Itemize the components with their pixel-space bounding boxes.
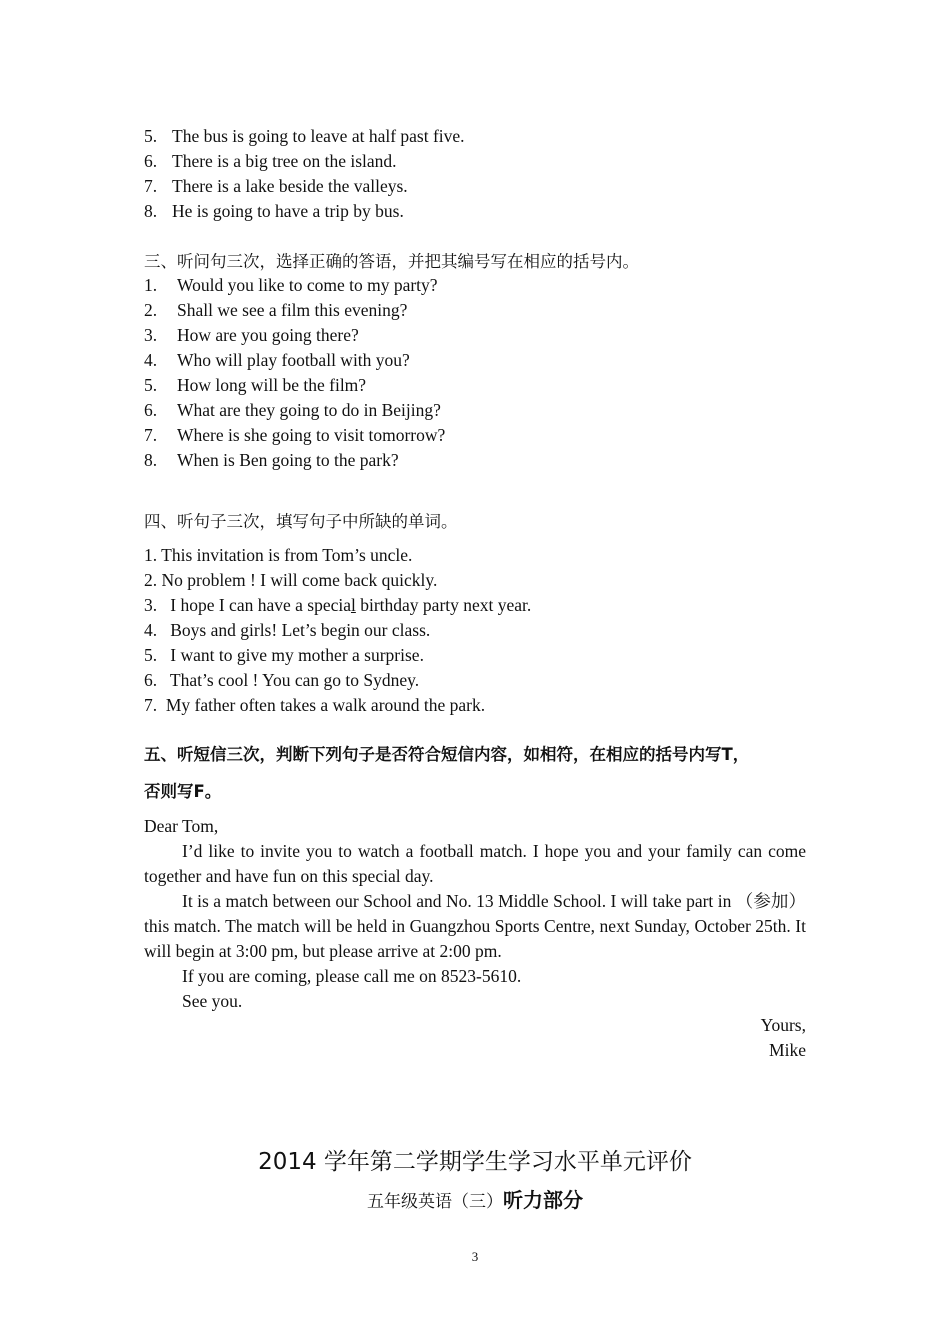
- letter-paragraph-2: It is a match between our School and No. 13 Middle School. I will take part in （参加）this match. The match will be held in Guangzhou Sports Centre, next Sunday, October 25th. It will begin at 3:00 pm, but please arrive at 2:00 pm.: [144, 891, 806, 961]
- s3-item-4: 4. Who will play football with you?: [144, 350, 410, 370]
- s4-item-3: 3. I hope I can have a special birthday party next year.: [144, 595, 532, 615]
- s3-item-7: 7. Where is she going to visit tomorrow?: [144, 425, 446, 445]
- page-subtitle: 五年级英语（三）听力部分: [367, 1188, 583, 1212]
- s4-item-2: 2. No problem ! I will come back quickly.: [144, 570, 438, 590]
- page-number: 3: [471, 1249, 479, 1264]
- s4-item-1: 1. This invitation is from Tom’s uncle.: [144, 545, 413, 565]
- s2-item-7: 7. There is a lake beside the valleys.: [144, 176, 408, 196]
- letter-paragraph-1: I’d like to invite you to watch a football match. I hope you and your family can come together and have fun on this special day.: [144, 841, 806, 886]
- letter-closing: Yours,: [760, 1015, 806, 1035]
- section4-heading: 四、听句子三次，填写句子中所缺的单词。: [144, 512, 458, 531]
- section5-heading-line2: 否则写F。: [144, 782, 222, 801]
- s2-item-6: 6. There is a big tree on the island.: [144, 151, 397, 171]
- page-title: 2014 学年第二学期学生学习水平单元评价: [258, 1149, 692, 1175]
- section3-heading: 三、听问句三次，选择正确的答语，并把其编号写在相应的括号内。: [144, 252, 639, 271]
- section5-heading-line1: 五、听短信三次，判断下列句子是否符合短信内容，如相符，在相应的括号内写T，: [144, 745, 750, 764]
- letter-paragraph-3: If you are coming, please call me on 8523-5610.: [182, 966, 522, 986]
- s4-item-5: 5. I want to give my mother a surprise.: [144, 645, 424, 665]
- s3-item-6: 6. What are they going to do in Beijing?: [144, 400, 441, 420]
- s4-item-7: 7. My father often takes a walk around the park.: [144, 695, 486, 715]
- letter-paragraph-4: See you.: [182, 991, 243, 1011]
- s2-item-8: 8. He is going to have a trip by bus.: [144, 201, 404, 221]
- s3-item-5: 5. How long will be the film?: [144, 375, 367, 395]
- s3-item-2: 2. Shall we see a film this evening?: [144, 300, 408, 320]
- s3-item-1: 1. Would you like to come to my party?: [144, 275, 438, 295]
- letter-greeting: Dear Tom,: [144, 816, 219, 836]
- s3-item-3: 3. How are you going there?: [144, 325, 359, 345]
- s2-item-5: 5. The bus is going to leave at half past five.: [144, 126, 465, 146]
- s3-item-8: 8. When is Ben going to the park?: [144, 450, 399, 470]
- s4-item-4: 4. Boys and girls! Let’s begin our class.: [144, 620, 431, 640]
- s4-item-6: 6. That’s cool ! You can go to Sydney.: [144, 670, 420, 690]
- letter-signature: Mike: [769, 1040, 806, 1060]
